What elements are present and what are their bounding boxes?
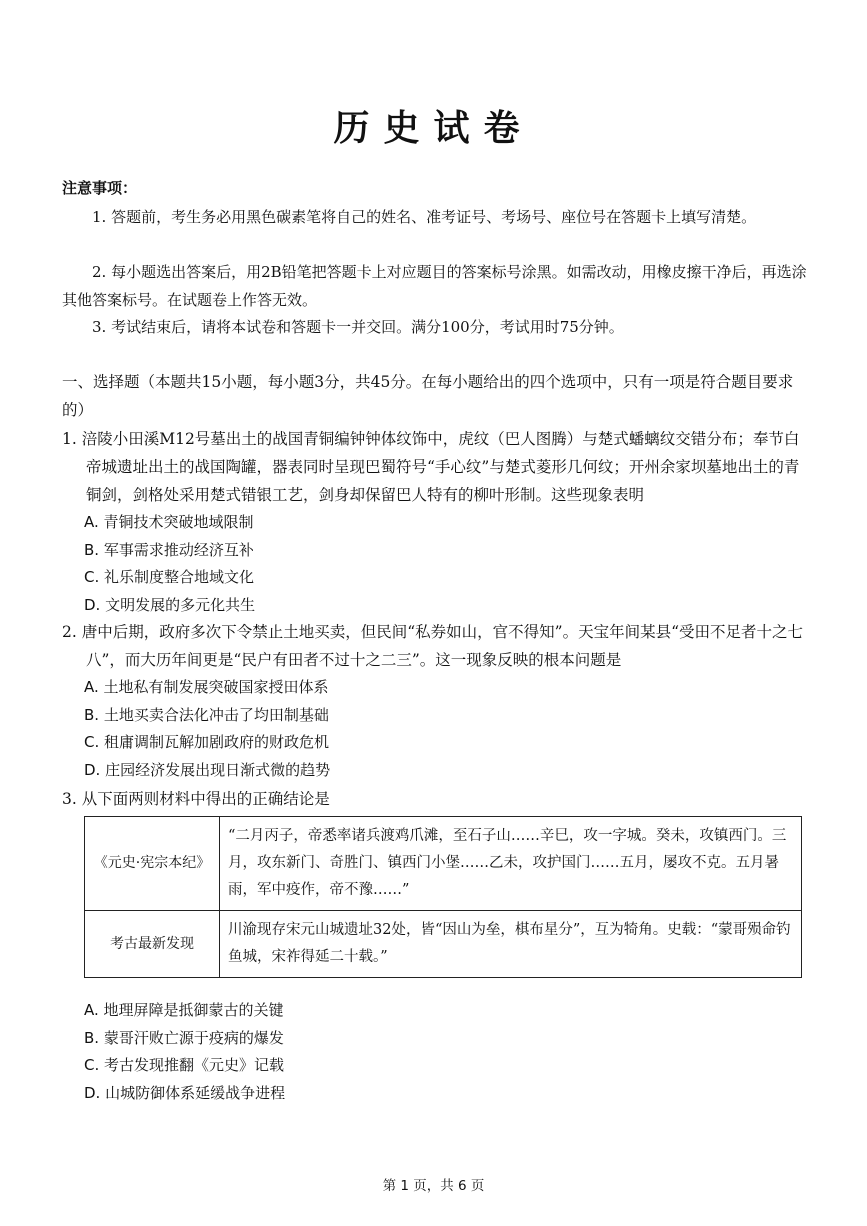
question-3-stem: 3. 从下面两则材料中得出的正确结论是 — [62, 790, 330, 808]
option-a: A. 地理屏障是抵御蒙古的关键 — [84, 1001, 284, 1019]
option-c: C. 租庸调制瓦解加剧政府的财政危机 — [84, 733, 330, 752]
note-item-3: 3. 考试结束后，请将本试卷和答题卡一并交回。满分100分，考试用时75分钟。 — [92, 318, 624, 336]
option-d: D. 山城防御体系延缓战争进程 — [84, 1084, 286, 1103]
option-b: B. 军事需求推动经济互补 — [84, 540, 254, 559]
option-a: A. 青铜技术突破地域限制 — [84, 513, 254, 531]
material-source-1: 《元史·宪宗本纪》 — [85, 817, 220, 911]
option-b: B. 蒙哥汗败亡源于疫病的爆发 — [84, 1028, 284, 1047]
section-heading: 一、选择题（本题共15小题，每小题3分，共45分。在每小题给出的四个选项中，只有一项是符合题目要求的） — [62, 373, 794, 419]
question-3-options — [62, 997, 807, 1108]
page-title: 历史试卷 — [333, 107, 534, 149]
option-c: C. 礼乐制度整合地域文化 — [84, 568, 255, 587]
materials-table — [84, 816, 802, 978]
material-text-1: “二月丙子，帝悉率诸兵渡鸡爪滩，至石子山……辛巳，攻一字城。癸未，攻镇西门。三月，攻东新门、奇胜门、镇西门小堡……乙未，攻护国门……五月，屡攻不克。五月暑雨，军中疫作，帝不豫……” — [220, 817, 802, 911]
option-d: D. 文明发展的多元化共生 — [84, 596, 256, 615]
material-source-2: 考古最新发现 — [85, 911, 220, 978]
question-2-options — [62, 674, 807, 785]
question-2-stem: 2. 唐中后期，政府多次下令禁止土地买卖，但民间“私券如山，官不得知”。天宝年间某县“受田不足者十之七八”，而大历年间更是“民户有田者不过十之二三”。这一现象反映的根本问题是 — [62, 623, 803, 669]
material-row-2 — [85, 911, 802, 978]
notes-heading: 注意事项： — [62, 179, 138, 197]
note-item-2: 2. 每小题选出答案后，用2B铅笔把答题卡上对应题目的答案标号涂黑。如需改动，用橡皮擦干净后，再选涂其他答案标号。在试题卷上作答无效。 — [62, 263, 807, 309]
option-b: B. 土地买卖合法化冲击了均田制基础 — [84, 705, 329, 724]
option-d: D. 庄园经济发展出现日渐式微的趋势 — [84, 761, 331, 780]
question-1 — [62, 425, 807, 620]
material-text-2: 川渝现存宋元山城遗址32处，皆“因山为垒，棋布星分”，互为犄角。史载：“蒙哥殒命钓鱼城，宋祚得延二十载。” — [220, 911, 802, 978]
page-footer: 第 1 页，共 6 页 — [382, 1178, 485, 1194]
option-c: C. 考古发现推翻《元史》记载 — [84, 1056, 285, 1075]
question-3 — [62, 785, 807, 813]
option-a: A. 土地私有制发展突破国家授田体系 — [84, 678, 329, 696]
material-row-1 — [85, 817, 802, 911]
question-1-stem: 1. 涪陵小田溪M12号墓出土的战国青铜编钟钟体纹饰中，虎纹（巴人图腾）与楚式蟠螭纹交错分布；奉节白帝城遗址出土的战国陶罐，器表同时呈现巴蜀符号“手心纹”与楚式菱形几何纹；开州余家坝墓地出土的青铜剑，剑格处采用楚式错银工艺，剑身却保留巴人特有的柳叶形制。这些现象表明 — [62, 430, 800, 504]
question-3-options-wrap — [62, 997, 807, 1108]
question-1-options — [62, 509, 807, 620]
question-2 — [62, 618, 807, 785]
note-item-1: 1. 答题前，考生务必用黑色碳素笔将自己的姓名、准考证号、考场号、座位号在答题卡上填写清楚。 — [92, 208, 757, 226]
